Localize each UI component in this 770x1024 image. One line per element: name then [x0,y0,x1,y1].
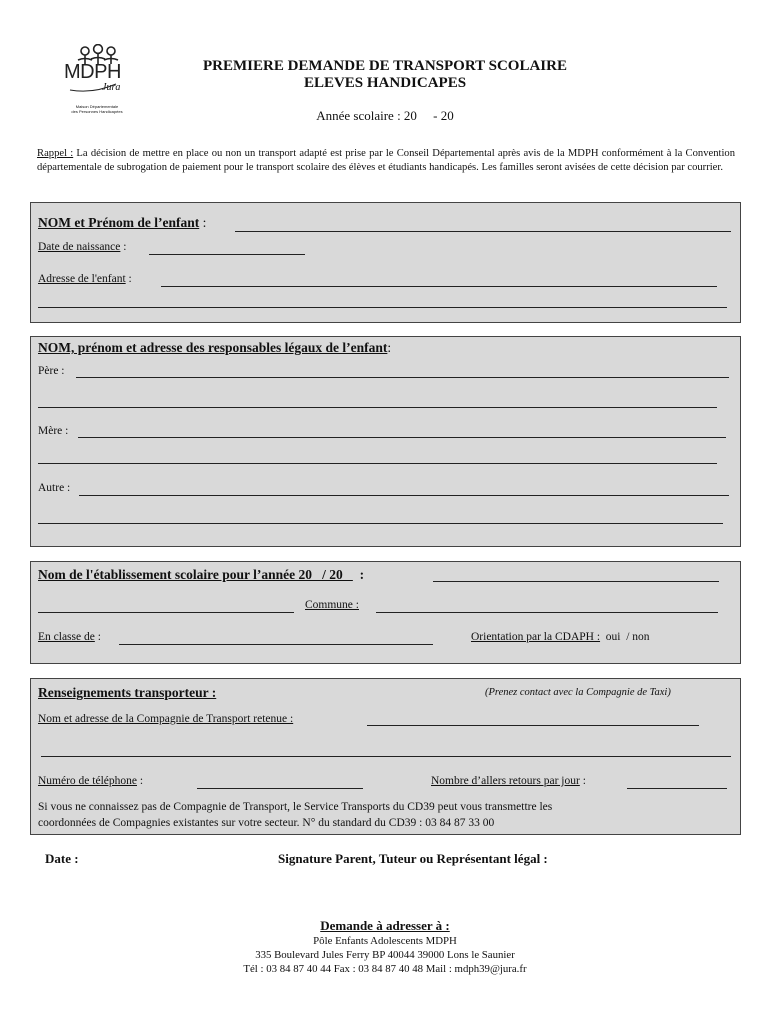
rappel-text: La décision de mettre en place ou non un transport adapté est prise par le Conseil Départemental après avis de la MDPH conformément à la Convention départementale de subrogation de paiement pour le transport scolaire des élèves et étudiants handicapés. Les familles seront avisées de cette décision par courrier. [37,148,735,173]
company-label [38,713,293,725]
school-name-field[interactable] [433,581,719,582]
other-field-2[interactable] [38,523,723,524]
birth-date-label: Date de naissance [38,241,121,253]
company-field[interactable] [367,725,699,726]
company-label-text: Nom et adresse de la Compagnie de Transport retenue : [38,713,294,725]
transport-section [30,678,741,835]
orientation-label: Orientation par la CDAPH : [471,631,601,643]
transport-hint: (Prenez contact avec la Compagnie de Taxi) [485,687,671,698]
send-to-heading [0,919,770,932]
orientation-options[interactable]: oui / non [600,631,650,643]
school-section [30,561,741,664]
birth-date-row [38,241,126,253]
logo-sub1: Maison Départementale [75,104,119,109]
class-colon: : [94,631,101,643]
child-name-colon: : [199,215,207,230]
class-row [38,631,101,643]
father-field-2[interactable] [38,407,717,408]
guardians-section [30,336,741,547]
logo-script: Jura [102,82,121,93]
commune-field[interactable] [376,612,718,613]
transport-heading [38,685,216,701]
phone-field[interactable] [197,788,363,789]
child-address-colon: : [125,273,132,285]
school-heading-text: Nom de l'établissement scolaire pour l’année 20 / 20 [38,567,353,582]
mother-field-2[interactable] [38,463,717,464]
phone-label: Numéro de téléphone [38,775,137,787]
commune-label [305,599,359,611]
transport-heading-text: Renseignements transporteur : [38,685,217,700]
trips-row [431,775,586,787]
other-field[interactable] [79,495,729,496]
child-address-field-2[interactable] [38,307,727,308]
date-label: Date : [45,851,79,866]
trips-colon: : [579,775,586,787]
send-to-line1: Pôle Enfants Adolescents MDPH [313,935,457,947]
send-to-heading-text: Demande à adresser à : [320,918,450,933]
rappel-paragraph [37,147,735,175]
signature-label: Signature Parent, Tuteur ou Représentant légal : [278,851,548,866]
commune-label-text: Commune : [305,599,359,611]
child-address-field[interactable] [161,286,717,287]
phone-colon: : [137,775,144,787]
father-field[interactable] [76,377,729,378]
class-label: En classe de [38,631,95,643]
page-title-line2: ELEVES HANDICAPES [303,75,467,91]
logo-swoosh [68,80,128,94]
transport-info-1: Si vous ne connaissez pas de Compagnie de Transport, le Service Transports du CD39 peut vous transmettre les [38,801,553,813]
other-label: Autre : [38,482,71,494]
child-name-row [38,215,206,231]
logo-sub2: des Personnes Handicapées [71,109,123,114]
trips-field[interactable] [627,788,727,789]
school-heading [38,567,364,583]
guardians-heading [38,340,391,356]
father-label: Père : [38,365,65,377]
child-section [30,202,741,323]
phone-row [38,775,143,787]
trips-label: Nombre d’allers retours par jour [431,775,580,787]
mother-label: Mère : [38,425,69,437]
birth-date-field[interactable] [149,254,305,255]
child-name-label: NOM et Prénom de l’enfant [38,215,200,230]
birth-date-colon: : [120,241,127,253]
rappel-label: Rappel : [37,148,74,159]
school-name-field-2[interactable] [38,612,294,613]
school-year: Année scolaire : 20 - 20 [316,108,454,123]
child-address-label: Adresse de l'enfant [38,273,126,285]
orientation-row [471,631,650,643]
send-to-line2: 335 Boulevard Jules Ferry BP 40044 39000 Lons le Saunier [255,949,515,961]
guardians-heading-colon: : [387,340,392,355]
send-to-line3: Tél : 03 84 87 40 44 Fax : 03 84 87 40 48 Mail : mdph39@jura.fr [243,963,527,975]
logo-subtitle [60,104,134,114]
school-heading-colon: : [352,567,365,582]
guardians-heading-text: NOM, prénom et adresse des responsables légaux de l’enfant [38,340,388,355]
transport-info-2: coordonnées de Compagnies existantes sur votre secteur. N° du standard du CD39 : 03 84 87 33 00 [38,817,495,829]
page-title-line1: PREMIERE DEMANDE DE TRANSPORT SCOLAIRE [203,58,567,74]
class-field[interactable] [119,644,433,645]
company-field-2[interactable] [41,756,731,757]
child-name-field[interactable] [235,231,731,232]
mother-field[interactable] [78,437,726,438]
logo-brand: MDPH [64,61,121,83]
mdph-logo [58,44,138,124]
child-address-row [38,273,132,285]
